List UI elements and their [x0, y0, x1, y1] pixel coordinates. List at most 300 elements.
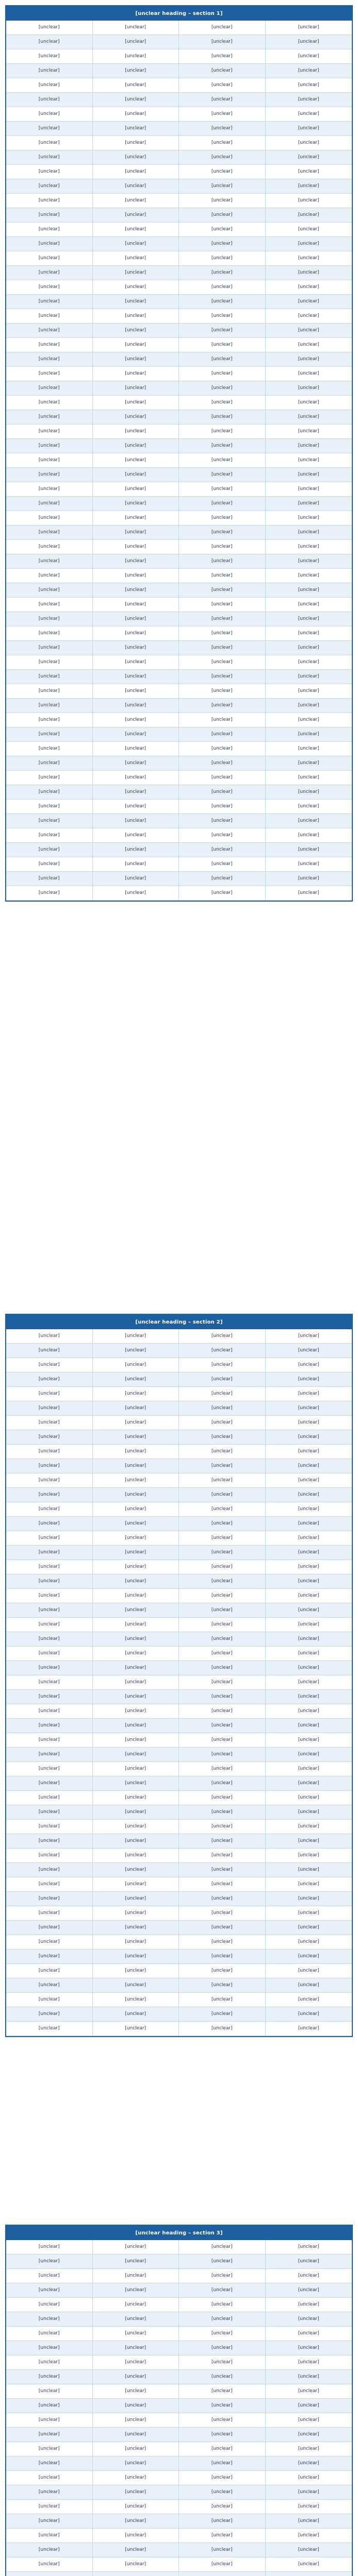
- name-cell: [unclear]: [93, 21, 180, 35]
- name-cell: [unclear]: [6, 150, 93, 165]
- name-cell: [unclear]: [6, 1372, 93, 1387]
- name-cell: [unclear]: [93, 136, 180, 150]
- name-cell: [unclear]: [179, 1964, 266, 1978]
- name-cell: [unclear]: [93, 1776, 180, 1791]
- name-cell: [unclear]: [266, 1805, 352, 1820]
- name-cell: [unclear]: [266, 1733, 352, 1748]
- name-cell: [unclear]: [93, 1445, 180, 1459]
- name-cell: [unclear]: [93, 1791, 180, 1805]
- name-cell: [unclear]: [179, 1834, 266, 1849]
- name-cell: [unclear]: [266, 2255, 352, 2269]
- name-cell: [unclear]: [6, 1834, 93, 1849]
- name-cell: [unclear]: [179, 2007, 266, 2022]
- name-cell: [unclear]: [179, 1531, 266, 1546]
- name-cell: [unclear]: [266, 1877, 352, 1892]
- name-cell: [unclear]: [179, 2529, 266, 2543]
- name-cell: [unclear]: [179, 1416, 266, 1430]
- name-cell: [unclear]: [6, 367, 93, 381]
- name-cell: [unclear]: [6, 1733, 93, 1748]
- name-cell: [unclear]: [6, 526, 93, 540]
- name-cell: [unclear]: [179, 439, 266, 453]
- name-cell: [unclear]: [6, 713, 93, 727]
- name-cell: [unclear]: [6, 1401, 93, 1416]
- name-cell: [unclear]: [93, 2543, 180, 2557]
- name-cell: [unclear]: [93, 2500, 180, 2514]
- name-cell: [unclear]: [179, 2327, 266, 2341]
- name-cell: [unclear]: [266, 2442, 352, 2456]
- name-cell: [unclear]: [266, 2399, 352, 2413]
- name-cell: [unclear]: [93, 684, 180, 699]
- name-cell: [unclear]: [6, 1892, 93, 1906]
- name-cell: [unclear]: [93, 843, 180, 857]
- name-cell: [unclear]: [266, 165, 352, 179]
- name-cell: [unclear]: [266, 1401, 352, 1416]
- name-cell: [unclear]: [93, 1921, 180, 1935]
- name-cell: [unclear]: [266, 1921, 352, 1935]
- name-cell: [unclear]: [266, 2471, 352, 2485]
- name-cell: [unclear]: [6, 1704, 93, 1719]
- name-cell: [unclear]: [266, 1517, 352, 1531]
- name-cell: [unclear]: [6, 107, 93, 122]
- name-cell: [unclear]: [266, 223, 352, 237]
- name-cell: [unclear]: [266, 540, 352, 554]
- name-cell: [unclear]: [266, 771, 352, 785]
- name-cell: [unclear]: [6, 1430, 93, 1445]
- name-cell: [unclear]: [179, 1358, 266, 1372]
- name-cell: [unclear]: [179, 2514, 266, 2529]
- name-cell: [unclear]: [6, 1791, 93, 1805]
- name-cell: [unclear]: [179, 1618, 266, 1632]
- name-cell: [unclear]: [266, 583, 352, 598]
- name-cell: [unclear]: [179, 2543, 266, 2557]
- name-cell: [unclear]: [93, 1704, 180, 1719]
- name-cell: [unclear]: [266, 497, 352, 511]
- name-cell: [unclear]: [179, 150, 266, 165]
- name-cell: [unclear]: [6, 1748, 93, 1762]
- name-cell: [unclear]: [6, 223, 93, 237]
- name-cell: [unclear]: [6, 742, 93, 756]
- name-cell: [unclear]: [93, 223, 180, 237]
- name-cell: [unclear]: [6, 2456, 93, 2471]
- name-cell: [unclear]: [6, 2007, 93, 2022]
- name-cell: [unclear]: [6, 64, 93, 78]
- name-cell: [unclear]: [266, 2269, 352, 2283]
- name-cell: [unclear]: [266, 713, 352, 727]
- name-cell: [unclear]: [179, 785, 266, 800]
- name-cell: [unclear]: [179, 1502, 266, 1517]
- name-cell: [unclear]: [93, 641, 180, 655]
- name-cell: [unclear]: [6, 1574, 93, 1589]
- name-cell: [unclear]: [6, 78, 93, 93]
- name-cell: [unclear]: [6, 93, 93, 107]
- name-cell: [unclear]: [266, 1863, 352, 1877]
- name-cell: [unclear]: [93, 526, 180, 540]
- name-cell: [unclear]: [266, 2384, 352, 2399]
- name-cell: [unclear]: [6, 482, 93, 497]
- name-cell: [unclear]: [266, 468, 352, 482]
- name-cell: [unclear]: [179, 2428, 266, 2442]
- name-cell: [unclear]: [6, 324, 93, 338]
- name-cell: [unclear]: [179, 1430, 266, 1445]
- name-cell: [unclear]: [6, 1459, 93, 1473]
- name-cell: [unclear]: [6, 396, 93, 410]
- name-cell: [unclear]: [266, 785, 352, 800]
- name-cell: [unclear]: [93, 857, 180, 872]
- name-cell: [unclear]: [6, 439, 93, 453]
- name-cell: [unclear]: [6, 1950, 93, 1964]
- name-cell: [unclear]: [93, 540, 180, 554]
- name-cell: [unclear]: [179, 295, 266, 309]
- name-cell: [unclear]: [179, 583, 266, 598]
- name-cell: [unclear]: [266, 1661, 352, 1675]
- name-cell: [unclear]: [93, 1473, 180, 1488]
- name-cell: [unclear]: [266, 2240, 352, 2255]
- name-cell: [unclear]: [179, 266, 266, 280]
- name-cell: [unclear]: [6, 453, 93, 468]
- name-cell: [unclear]: [6, 612, 93, 626]
- name-cell: [unclear]: [179, 1488, 266, 1502]
- name-cell: [unclear]: [93, 626, 180, 641]
- name-cell: [unclear]: [179, 2442, 266, 2456]
- name-cell: [unclear]: [266, 1906, 352, 1921]
- name-cell: [unclear]: [266, 886, 352, 901]
- name-cell: [unclear]: [6, 684, 93, 699]
- name-cell: [unclear]: [93, 280, 180, 295]
- name-cell: [unclear]: [266, 64, 352, 78]
- name-cell: [unclear]: [266, 1719, 352, 1733]
- name-cell: [unclear]: [179, 1950, 266, 1964]
- name-cell: [unclear]: [179, 1459, 266, 1473]
- name-cell: [unclear]: [93, 1502, 180, 1517]
- name-cell: [unclear]: [93, 699, 180, 713]
- name-cell: [unclear]: [93, 598, 180, 612]
- name-cell: [unclear]: [6, 497, 93, 511]
- name-cell: [unclear]: [93, 800, 180, 814]
- name-cell: [unclear]: [6, 2341, 93, 2355]
- name-cell: [unclear]: [93, 453, 180, 468]
- name-cell: [unclear]: [179, 1748, 266, 1762]
- name-cell: [unclear]: [179, 886, 266, 901]
- name-cell: [unclear]: [93, 2428, 180, 2442]
- name-cell: [unclear]: [179, 425, 266, 439]
- name-cell: [unclear]: [266, 1632, 352, 1647]
- name-cell: [unclear]: [179, 1719, 266, 1733]
- name-cell: [unclear]: [93, 482, 180, 497]
- name-cell: [unclear]: [6, 1502, 93, 1517]
- name-cell: [unclear]: [6, 857, 93, 872]
- name-cell: [unclear]: [93, 814, 180, 828]
- name-cell: [unclear]: [93, 511, 180, 526]
- name-cell: [unclear]: [266, 2543, 352, 2557]
- name-cell: [unclear]: [6, 554, 93, 569]
- name-cell: [unclear]: [6, 1517, 93, 1531]
- name-cell: [unclear]: [266, 1574, 352, 1589]
- name-cell: [unclear]: [179, 1329, 266, 1344]
- name-cell: [unclear]: [266, 1560, 352, 1574]
- name-cell: [unclear]: [6, 2283, 93, 2298]
- name-cell: [unclear]: [6, 1776, 93, 1791]
- name-cell: [unclear]: [266, 511, 352, 526]
- name-cell: [unclear]: [93, 2471, 180, 2485]
- name-cell: [unclear]: [93, 1877, 180, 1892]
- name-cell: [unclear]: [266, 1935, 352, 1950]
- name-cell: [unclear]: [93, 2327, 180, 2341]
- name-cell: [unclear]: [266, 425, 352, 439]
- name-cell: [unclear]: [266, 1993, 352, 2007]
- name-cell: [unclear]: [6, 1416, 93, 1430]
- name-cell: [unclear]: [179, 107, 266, 122]
- name-cell: [unclear]: [266, 641, 352, 655]
- name-cell: [unclear]: [6, 2557, 93, 2572]
- name-cell: [unclear]: [179, 223, 266, 237]
- name-cell: [unclear]: [266, 828, 352, 843]
- name-cell: [unclear]: [179, 1647, 266, 1661]
- name-cell: [unclear]: [266, 194, 352, 208]
- name-cell: [unclear]: [6, 583, 93, 598]
- name-cell: [unclear]: [6, 2370, 93, 2384]
- name-cell: [unclear]: [179, 1993, 266, 2007]
- name-cell: [unclear]: [179, 1546, 266, 1560]
- name-cell: [unclear]: [179, 598, 266, 612]
- name-cell: [unclear]: [93, 1805, 180, 1820]
- name-cell: [unclear]: [6, 626, 93, 641]
- name-cell: [unclear]: [93, 309, 180, 324]
- name-cell: [unclear]: [93, 1733, 180, 1748]
- name-cell: [unclear]: [6, 785, 93, 800]
- name-list-section-3: [5, 2225, 353, 2576]
- name-cell: [unclear]: [179, 1776, 266, 1791]
- name-cell: [unclear]: [6, 165, 93, 179]
- name-cell: [unclear]: [266, 2456, 352, 2471]
- name-cell: [unclear]: [179, 1344, 266, 1358]
- name-cell: [unclear]: [93, 2456, 180, 2471]
- name-cell: [unclear]: [266, 1820, 352, 1834]
- name-cell: [unclear]: [179, 1863, 266, 1877]
- name-cell: [unclear]: [266, 179, 352, 194]
- name-cell: [unclear]: [6, 1661, 93, 1675]
- name-cell: [unclear]: [6, 2413, 93, 2428]
- name-cell: [unclear]: [6, 727, 93, 742]
- name-cell: [unclear]: [93, 1978, 180, 1993]
- name-cell: [unclear]: [266, 1675, 352, 1690]
- name-cell: [unclear]: [93, 49, 180, 64]
- name-cell: [unclear]: [6, 1473, 93, 1488]
- name-cell: [unclear]: [6, 381, 93, 396]
- name-cell: [unclear]: [6, 1531, 93, 1546]
- name-cell: [unclear]: [266, 814, 352, 828]
- name-cell: [unclear]: [179, 381, 266, 396]
- name-cell: [unclear]: [266, 655, 352, 670]
- name-cell: [unclear]: [93, 2485, 180, 2500]
- name-cell: [unclear]: [6, 1805, 93, 1820]
- name-cell: [unclear]: [93, 338, 180, 352]
- name-cell: [unclear]: [179, 843, 266, 857]
- name-cell: [unclear]: [179, 756, 266, 771]
- name-cell: [unclear]: [179, 612, 266, 626]
- name-cell: [unclear]: [179, 482, 266, 497]
- name-cell: [unclear]: [93, 266, 180, 280]
- section-title-2: [unclear heading – section 2]: [6, 1315, 352, 1329]
- name-cell: [unclear]: [93, 64, 180, 78]
- name-cell: [unclear]: [179, 1892, 266, 1906]
- name-cell: [unclear]: [179, 453, 266, 468]
- name-cell: [unclear]: [179, 1675, 266, 1690]
- name-cell: [unclear]: [266, 410, 352, 425]
- name-cell: [unclear]: [179, 367, 266, 381]
- name-cell: [unclear]: [266, 1791, 352, 1805]
- name-cell: [unclear]: [93, 2557, 180, 2572]
- name-grid-1: [6, 21, 352, 901]
- name-cell: [unclear]: [179, 1921, 266, 1935]
- name-cell: [unclear]: [179, 1661, 266, 1675]
- name-cell: [unclear]: [6, 886, 93, 901]
- name-cell: [unclear]: [179, 93, 266, 107]
- name-cell: [unclear]: [179, 2384, 266, 2399]
- name-cell: [unclear]: [6, 771, 93, 785]
- name-cell: [unclear]: [266, 1892, 352, 1906]
- name-cell: [unclear]: [266, 367, 352, 381]
- name-cell: [unclear]: [266, 352, 352, 367]
- name-cell: [unclear]: [179, 655, 266, 670]
- name-cell: [unclear]: [93, 1906, 180, 1921]
- name-cell: [unclear]: [266, 2485, 352, 2500]
- name-cell: [unclear]: [93, 1488, 180, 1502]
- name-cell: [unclear]: [93, 1632, 180, 1647]
- name-cell: [unclear]: [93, 872, 180, 886]
- name-cell: [unclear]: [266, 1459, 352, 1473]
- name-cell: [unclear]: [93, 1849, 180, 1863]
- name-cell: [unclear]: [93, 1834, 180, 1849]
- name-cell: [unclear]: [93, 150, 180, 165]
- name-cell: [unclear]: [179, 2298, 266, 2312]
- name-cell: [unclear]: [93, 2399, 180, 2413]
- name-cell: [unclear]: [6, 1546, 93, 1560]
- name-cell: [unclear]: [179, 309, 266, 324]
- name-cell: [unclear]: [179, 857, 266, 872]
- name-cell: [unclear]: [6, 1690, 93, 1704]
- name-cell: [unclear]: [6, 828, 93, 843]
- name-cell: [unclear]: [6, 569, 93, 583]
- name-cell: [unclear]: [266, 93, 352, 107]
- name-cell: [unclear]: [266, 1358, 352, 1372]
- name-cell: [unclear]: [179, 410, 266, 425]
- name-cell: [unclear]: [93, 2240, 180, 2255]
- name-cell: [unclear]: [93, 122, 180, 136]
- name-cell: [unclear]: [266, 21, 352, 35]
- name-cell: [unclear]: [179, 352, 266, 367]
- name-cell: [unclear]: [93, 2312, 180, 2327]
- name-cell: [unclear]: [93, 1459, 180, 1473]
- name-cell: [unclear]: [6, 2529, 93, 2543]
- name-cell: [unclear]: [6, 35, 93, 49]
- name-cell: [unclear]: [93, 2341, 180, 2355]
- name-cell: [unclear]: [93, 439, 180, 453]
- name-cell: [unclear]: [179, 49, 266, 64]
- name-cell: [unclear]: [266, 1834, 352, 1849]
- name-cell: [unclear]: [179, 1935, 266, 1950]
- name-cell: [unclear]: [179, 1574, 266, 1589]
- name-cell: [unclear]: [93, 1387, 180, 1401]
- name-cell: [unclear]: [266, 1531, 352, 1546]
- name-list-section-2: [5, 1314, 353, 2037]
- name-cell: [unclear]: [93, 1574, 180, 1589]
- name-cell: [unclear]: [93, 785, 180, 800]
- name-cell: [unclear]: [179, 2456, 266, 2471]
- name-cell: [unclear]: [266, 1445, 352, 1459]
- name-cell: [unclear]: [266, 857, 352, 872]
- name-cell: [unclear]: [6, 280, 93, 295]
- name-cell: [unclear]: [266, 843, 352, 857]
- name-cell: [unclear]: [6, 1387, 93, 1401]
- name-cell: [unclear]: [266, 2355, 352, 2370]
- name-cell: [unclear]: [266, 670, 352, 684]
- name-cell: [unclear]: [6, 2471, 93, 2485]
- name-cell: [unclear]: [6, 266, 93, 280]
- name-cell: [unclear]: [6, 1993, 93, 2007]
- name-cell: [unclear]: [93, 2298, 180, 2312]
- name-cell: [unclear]: [93, 208, 180, 223]
- name-cell: [unclear]: [266, 684, 352, 699]
- name-cell: [unclear]: [266, 2413, 352, 2428]
- name-cell: [unclear]: [6, 122, 93, 136]
- name-cell: [unclear]: [179, 78, 266, 93]
- name-cell: [unclear]: [93, 655, 180, 670]
- name-cell: [unclear]: [93, 381, 180, 396]
- name-cell: [unclear]: [93, 569, 180, 583]
- name-cell: [unclear]: [179, 1560, 266, 1574]
- name-cell: [unclear]: [179, 2269, 266, 2283]
- name-cell: [unclear]: [6, 2399, 93, 2413]
- name-cell: [unclear]: [266, 727, 352, 742]
- name-cell: [unclear]: [179, 2240, 266, 2255]
- name-cell: [unclear]: [6, 425, 93, 439]
- name-cell: [unclear]: [266, 2341, 352, 2355]
- name-grid-2: [6, 1329, 352, 2036]
- name-cell: [unclear]: [93, 1372, 180, 1387]
- name-cell: [unclear]: [179, 2557, 266, 2572]
- name-cell: [unclear]: [93, 367, 180, 381]
- name-cell: [unclear]: [6, 49, 93, 64]
- name-cell: [unclear]: [6, 814, 93, 828]
- name-cell: [unclear]: [266, 1776, 352, 1791]
- name-cell: [unclear]: [266, 1546, 352, 1560]
- name-cell: [unclear]: [266, 2529, 352, 2543]
- name-cell: [unclear]: [266, 1748, 352, 1762]
- name-cell: [unclear]: [179, 1805, 266, 1820]
- name-cell: [unclear]: [6, 410, 93, 425]
- name-cell: [unclear]: [93, 1647, 180, 1661]
- name-cell: [unclear]: [6, 1589, 93, 1603]
- name-cell: [unclear]: [93, 756, 180, 771]
- name-cell: [unclear]: [179, 1820, 266, 1834]
- name-cell: [unclear]: [6, 468, 93, 482]
- name-cell: [unclear]: [6, 1906, 93, 1921]
- name-cell: [unclear]: [266, 1589, 352, 1603]
- name-cell: [unclear]: [93, 1892, 180, 1906]
- name-cell: [unclear]: [179, 872, 266, 886]
- name-cell: [unclear]: [266, 699, 352, 713]
- name-cell: [unclear]: [266, 2500, 352, 2514]
- name-cell: [unclear]: [6, 2312, 93, 2327]
- name-cell: [unclear]: [179, 2312, 266, 2327]
- name-cell: [unclear]: [266, 107, 352, 122]
- name-cell: [unclear]: [266, 136, 352, 150]
- name-cell: [unclear]: [179, 713, 266, 727]
- section-title-1: [unclear heading – section 1]: [6, 6, 352, 21]
- name-cell: [unclear]: [6, 598, 93, 612]
- name-cell: [unclear]: [179, 814, 266, 828]
- name-cell: [unclear]: [6, 338, 93, 352]
